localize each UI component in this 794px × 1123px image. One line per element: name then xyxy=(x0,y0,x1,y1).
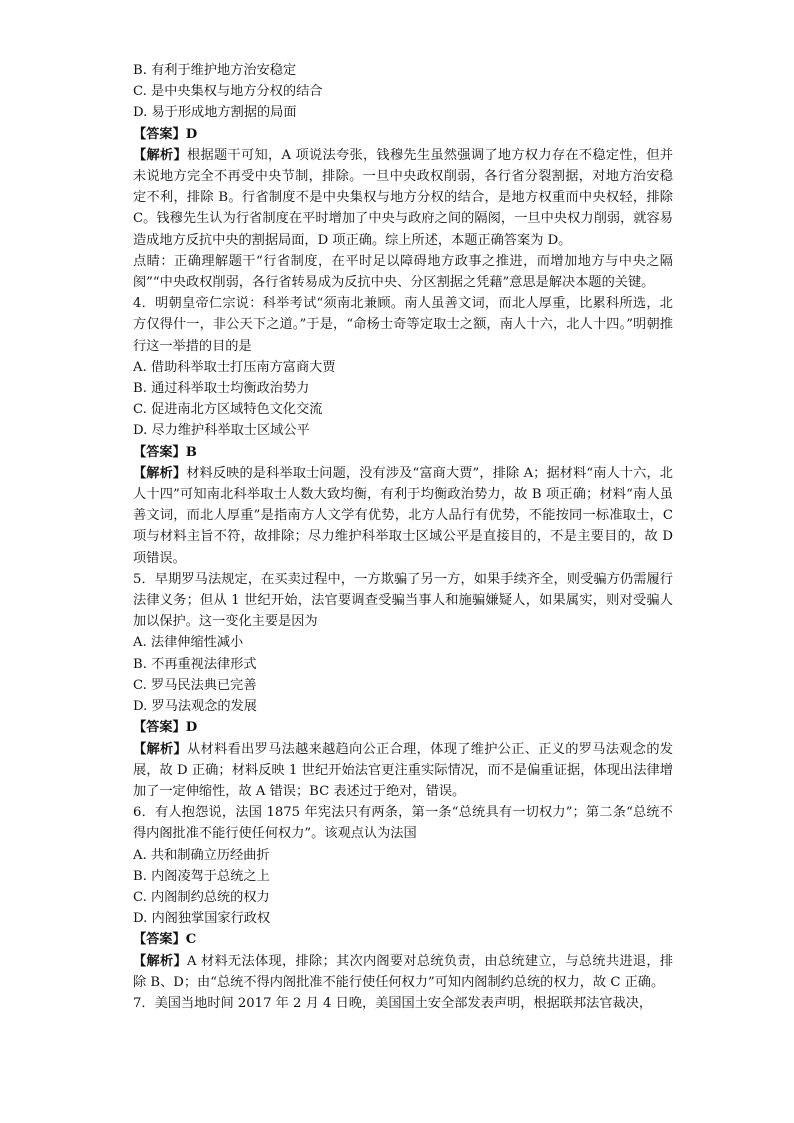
question-5-stem: 5．早期罗马法规定，在买卖过程中，一方欺骗了另一方，如果手续齐全，则受骗方仍需履行法律义务；但从 1 世纪开始，法官要调查受骗当事人和施骗嫌疑人，如果属实，则对受骗人加以保护。这一变化主要是因为 xyxy=(133,571,673,630)
answer-value: D xyxy=(185,126,198,142)
question-7-stem: 7．美国当地时间 2017 年 2 月 4 日晚，美国国土安全部发表声明，根据联邦法官裁决， xyxy=(133,995,653,1011)
option-b: B. 有利于维护地方治安稳定 xyxy=(133,63,297,78)
analysis-paragraph xyxy=(133,739,673,803)
answer-value: B xyxy=(185,444,197,460)
document-page xyxy=(133,60,673,1014)
answer-tag: 【答案】 xyxy=(133,126,186,142)
answer-tag: 【答案】 xyxy=(133,720,186,736)
tip-paragraph: 点睛：正确理解题干“行省制度，在平时足以障碍地方政事之推进，而增加地方与中央之隔阂”“中央政权削弱，各行省转易成为反抗中央、分区割据之凭藉”意思是解决本题的关键。 xyxy=(133,253,673,291)
analysis-tag: 【解析】 xyxy=(133,147,187,163)
option-a: A. 借助科举取士打压南方富商大贾 xyxy=(133,359,336,375)
analysis-tag: 【解析】 xyxy=(133,741,188,757)
analysis-text: 从材料看出罗马法越来越趋向公正合理，体现了维护公正、正义的罗马法观念的发展，故 D 正确；材料反映 1 世纪开始法官更注重实际情况，而不是偏重证据，体现出法律增加了一定伸缩性，故 A 错误；BC 表述过于绝对，错误。 xyxy=(133,741,674,799)
answer-tag: 【答案】 xyxy=(133,932,186,948)
option-a: A. 共和制确立历经曲折 xyxy=(133,847,270,863)
option-b: B. 通过科举取士均衡政治势力 xyxy=(133,381,310,397)
analysis-paragraph xyxy=(133,145,673,251)
answer-tag: 【答案】 xyxy=(133,444,186,460)
analysis-paragraph xyxy=(133,463,673,569)
answer-line xyxy=(133,929,673,950)
option-a: A. 法律伸缩性减小 xyxy=(133,635,244,651)
option-c: C. 是中央集权与地方分权的结合 xyxy=(133,84,323,100)
option-c: C. 内阁制约总统的权力 xyxy=(133,889,270,905)
option-b: B. 内阁凌驾于总统之上 xyxy=(133,868,270,884)
answer-value: C xyxy=(185,932,197,948)
analysis-tag: 【解析】 xyxy=(133,465,187,481)
analysis-text: A 材料无法体现，排除；其次内阁要对总统负责，由总统建立，与总统共进退，排除 B、D；由“总统不得内阁批准不能行使任何权力”可知内阁制约总统的权力，故 C 正确。 xyxy=(133,953,674,990)
option-c: C. 罗马民法典已完善 xyxy=(133,677,257,693)
answer-line xyxy=(133,717,673,738)
answer-line xyxy=(133,442,673,463)
option-d: D. 易于形成地方割据的局面 xyxy=(133,105,297,121)
option-c: C. 促进南北方区域特色文化交流 xyxy=(133,402,323,418)
analysis-text: 材料反映的是科举取士问题，没有涉及“富商大贾”，排除 A；据材料“南人十六，北人十四”可知南北科举取士人数大致均衡，有利于均衡政治势力，故 B 项正确；材料“南人虽善文词，而北人厚重”是指南方人文学有优势，北方人品行有优势，不能按同一标准取士，C 项与材料主旨不符，故排除；尽力维护科举取士区域公平是直接目的，不是主要目的，故 D 项错误。 xyxy=(133,465,673,566)
option-d: D. 罗马法观念的发展 xyxy=(133,699,257,715)
answer-line xyxy=(133,124,673,145)
question-4-stem: 4．明朝皇帝仁宗说：科举考试“须南北兼顾。南人虽善文词，而北人厚重，比累科所选，北方仅得什一，非公天下之道。”于是，“命杨士奇等定取士之额，南人十六，北人十四。”明朝推行这一举措的目的是 xyxy=(133,296,673,354)
option-d: D. 内阁独掌国家行政权 xyxy=(133,911,271,927)
option-b: B. 不再重视法律形式 xyxy=(133,656,257,672)
question-6-stem: 6．有人抱怨说，法国 1875 年宪法只有两条，第一条“总统具有一切权力”；第二条“总统不得内阁批准不能行使任何权力”。该观点认为法国 xyxy=(133,805,673,842)
analysis-tag: 【解析】 xyxy=(133,953,187,969)
analysis-text: 根据题干可知，A 项说法夸张，钱穆先生虽然强调了地方权力存在不稳定性，但并未说地方完全不再受中央节制，排除。一旦中央政权削弱，各行省分裂割据，对地方治安稳定不利，排除 B。行省制度不是中央集权与地方分权的结合，是地方权重而中央权轻，排除 C。钱穆先生认为行省制度在平时增加了中央与政府之间的隔阂，一旦中央权力削弱，就容易造成地方反抗中央的割据局面，D 项正确。综上所述，本题正确答案为 D。 xyxy=(133,147,674,248)
analysis-paragraph xyxy=(133,951,673,993)
answer-value: D xyxy=(185,720,198,736)
option-d: D. 尽力维护科举取士区域公平 xyxy=(133,423,310,439)
